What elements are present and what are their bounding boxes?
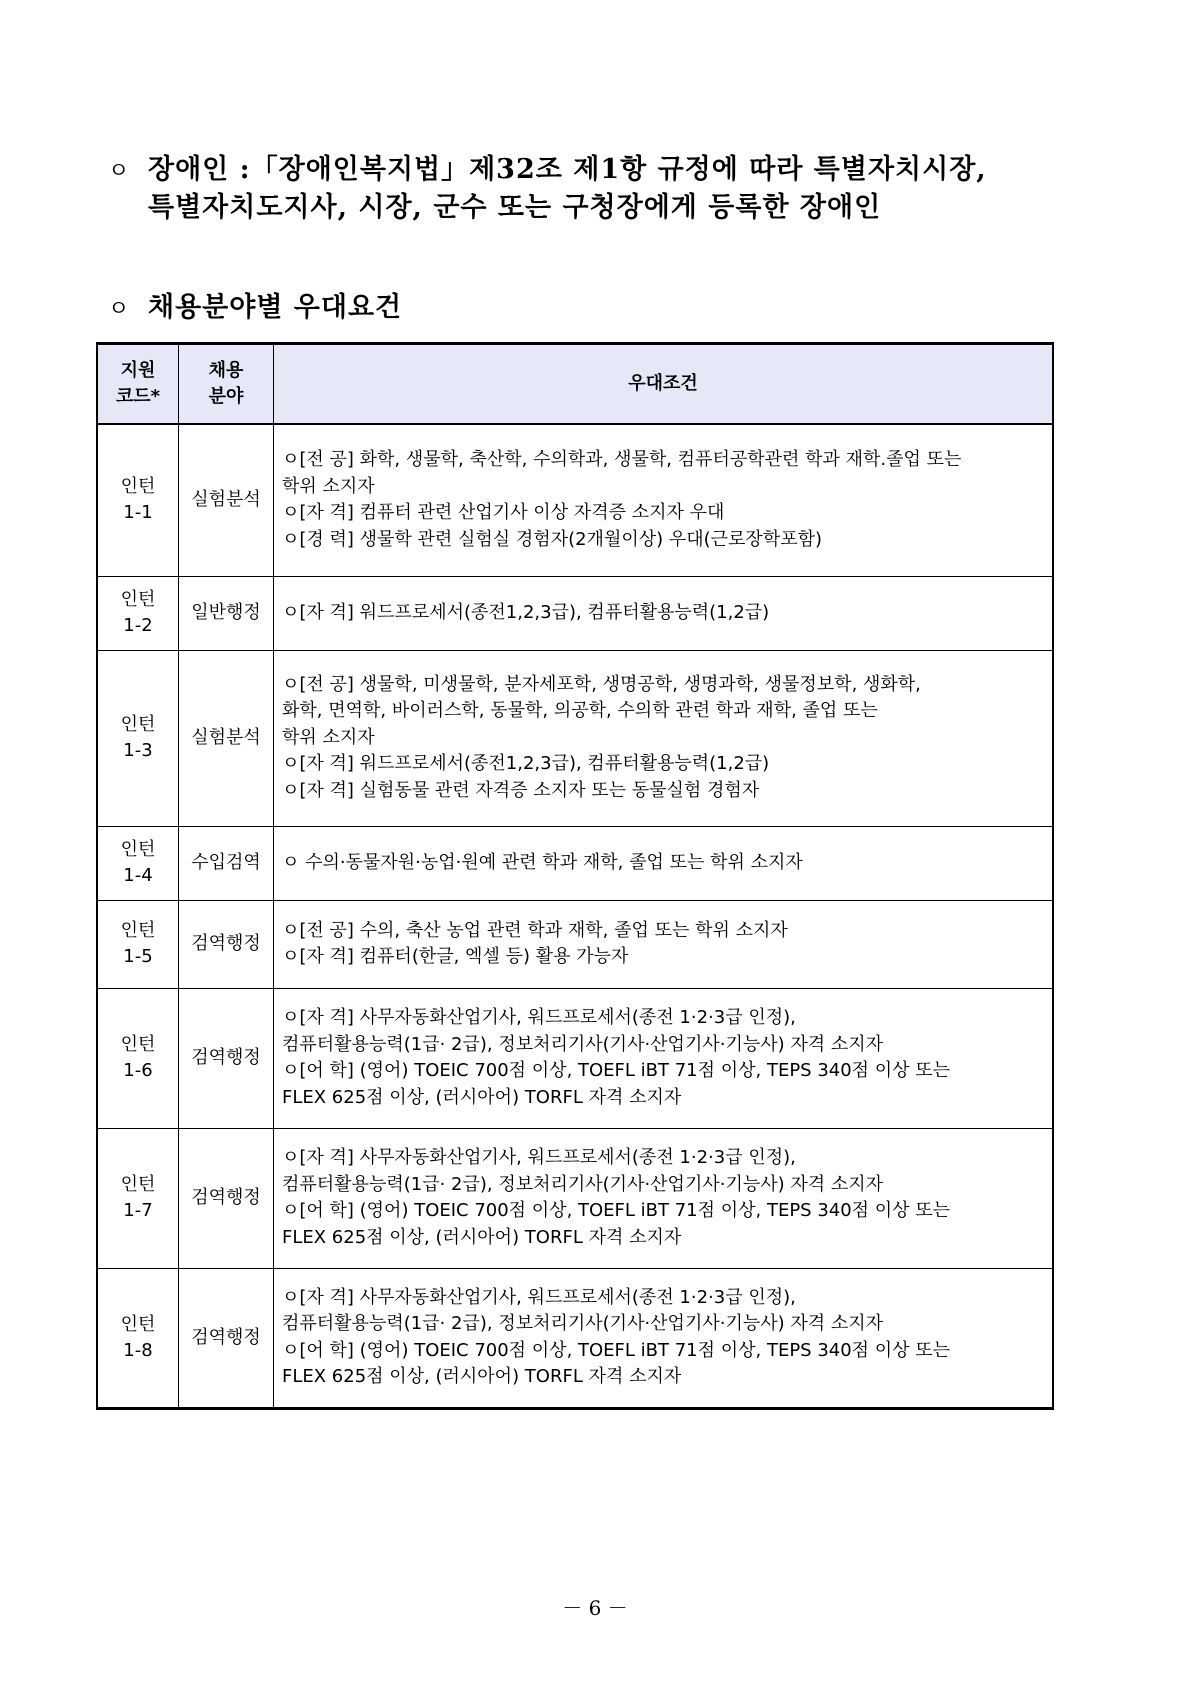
table-row	[97, 988, 1053, 1128]
header-code-line-1: 지원	[120, 360, 156, 381]
cell-field: 검역행정	[179, 1268, 274, 1408]
code-line-1: 인턴	[120, 589, 156, 610]
intro-line-2: 특별자치도지사, 시장, 군수 또는 구청장에게 등록한 장애인	[148, 192, 882, 223]
code-line-2: 1-2	[123, 615, 153, 636]
code-line-2: 1-7	[123, 1200, 153, 1221]
table-row	[97, 576, 1053, 650]
code-line-1: 인턴	[120, 714, 156, 735]
condition-line: ㅇ[자 격] 사무자동화산업기사, 워드프로세서(종전 1·2·3급 인정),	[282, 1286, 796, 1308]
condition-line: ㅇ[경 력] 생물학 관련 실험실 경험자(2개월이상) 우대(근로장학포함)	[282, 528, 823, 550]
cell-field: 검역행정	[179, 900, 274, 988]
cell-code	[97, 576, 179, 650]
cell-conditions	[274, 1268, 1054, 1408]
code-line-2: 1-8	[123, 1339, 153, 1361]
condition-line: ㅇ[자 격] 컴퓨터 관련 산업기사 이상 자격증 소지자 우대	[282, 502, 725, 524]
condition-line: 학위 소지자	[282, 475, 375, 497]
cell-code	[97, 900, 179, 988]
condition-line: ㅇ[자 격] 워드프로세서(종전1,2,3급), 컴퓨터활용능력(1,2급)	[282, 753, 770, 775]
cell-code	[97, 650, 179, 826]
table-row	[97, 826, 1053, 900]
condition-line: ㅇ[자 격] 사무자동화산업기사, 워드프로세서(종전 1·2·3급 인정),	[282, 1147, 796, 1168]
condition-line: ㅇ[어 학] (영어) TOEIC 700점 이상, TOEFL iBT 71점 이상, TEPS 340점 이상 또는	[282, 1339, 951, 1361]
cell-field: 수입검역	[179, 826, 274, 900]
intro-text-1: 장애인 :「장애인복지법」제32조 제1항 규정에 따라 특별자치시장,	[148, 154, 987, 185]
code-line-1: 인턴	[120, 839, 156, 860]
code-line-1: 인턴	[120, 1313, 156, 1335]
code-line-2: 1-4	[123, 865, 153, 886]
condition-line: ㅇ[어 학] (영어) TOEIC 700점 이상, TOEFL iBT 71점 이상, TEPS 340점 이상 또는	[282, 1060, 951, 1081]
header-code	[97, 344, 179, 425]
cell-field: 일반행정	[179, 576, 274, 650]
table-row	[97, 1128, 1053, 1268]
condition-line: FLEX 625점 이상, (러시아어) TORFL 자격 소지자	[282, 1366, 682, 1387]
code-line-1: 인턴	[120, 920, 156, 941]
condition-line: ㅇ[전 공] 화학, 생물학, 축산학, 수의학과, 생물학, 컴퓨터공학관련 학과 재학.졸업 또는	[282, 449, 962, 471]
cell-field: 검역행정	[179, 988, 274, 1128]
condition-line: FLEX 625점 이상, (러시아어) TORFL 자격 소지자	[282, 1086, 682, 1108]
bullet-mark: ㅇ	[108, 159, 131, 184]
cell-conditions	[274, 424, 1054, 576]
cell-conditions	[274, 826, 1054, 900]
condition-line: ㅇ[자 격] 사무자동화산업기사, 워드프로세서(종전 1·2·3급 인정),	[282, 1007, 796, 1028]
header-conditions: 우대조건	[274, 344, 1054, 425]
cell-field: 실험분석	[179, 424, 274, 576]
header-code-line-2: 코드*	[115, 386, 161, 407]
condition-line: ㅇ[전 공] 수의, 축산 농업 관련 학과 재학, 졸업 또는 학위 소지자	[282, 919, 788, 941]
code-line-1: 인턴	[120, 1034, 156, 1055]
condition-line: ㅇ 수의·동물자원·농업·원예 관련 학과 재학, 졸업 또는 학위 소지자	[282, 851, 803, 873]
code-line-2: 1-5	[123, 946, 153, 967]
condition-line: ㅇ[자 격] 실험동물 관련 자격증 소지자 또는 동물실험 경험자	[282, 779, 760, 801]
table-row	[97, 900, 1053, 988]
table-row	[97, 424, 1053, 576]
cell-conditions	[274, 988, 1054, 1128]
cell-code	[97, 1268, 179, 1408]
condition-line: ㅇ[자 격] 컴퓨터(한글, 엑셀 등) 활용 가능자	[282, 946, 629, 967]
condition-line: 컴퓨터활용능력(1급· 2급), 정보처리기사(기사·산업기사·기능사) 자격 소지자	[282, 1033, 884, 1055]
cell-field: 검역행정	[179, 1128, 274, 1268]
section-title: 채용분야별 우대요건	[148, 292, 403, 323]
condition-line: ㅇ[어 학] (영어) TOEIC 700점 이상, TOEFL iBT 71점 이상, TEPS 340점 이상 또는	[282, 1200, 951, 1221]
code-line-2: 1-3	[123, 740, 153, 761]
bullet-mark: ㅇ	[108, 297, 131, 322]
condition-line: FLEX 625점 이상, (러시아어) TORFL 자격 소지자	[282, 1226, 682, 1248]
cell-code	[97, 826, 179, 900]
cell-code	[97, 424, 179, 576]
cell-conditions	[274, 1128, 1054, 1268]
code-line-2: 1-1	[123, 502, 153, 524]
cell-code	[97, 988, 179, 1128]
condition-line: ㅇ[전 공] 생물학, 미생물학, 분자세포학, 생명공학, 생명과학, 생물정보학, 생화학,	[282, 673, 921, 695]
header-field	[179, 344, 274, 425]
page-number: － 6 －	[562, 1596, 628, 1620]
header-field-line-2: 분야	[208, 386, 244, 407]
cell-conditions	[274, 576, 1054, 650]
condition-line: 컴퓨터활용능력(1급· 2급), 정보처리기사(기사·산업기사·기능사) 자격 소지자	[282, 1313, 884, 1334]
code-line-1: 인턴	[120, 476, 156, 498]
table-header-row	[97, 344, 1053, 425]
code-line-2: 1-6	[123, 1060, 153, 1081]
cell-conditions	[274, 650, 1054, 826]
intro-line-1	[108, 150, 987, 192]
code-line-1: 인턴	[120, 1174, 156, 1195]
preference-table	[96, 342, 1054, 1410]
table-row	[97, 1268, 1053, 1408]
table-row	[97, 650, 1053, 826]
cell-conditions	[274, 900, 1054, 988]
section-title-line	[108, 288, 402, 330]
condition-line: 컴퓨터활용능력(1급· 2급), 정보처리기사(기사·산업기사·기능사) 자격 소지자	[282, 1173, 884, 1195]
condition-line: ㅇ[자 격] 워드프로세서(종전1,2,3급), 컴퓨터활용능력(1,2급)	[282, 601, 770, 623]
condition-line: 학위 소지자	[282, 726, 375, 748]
condition-line: 화학, 면역학, 바이러스학, 동물학, 의공학, 수의학 관련 학과 재학, 졸업 또는	[282, 700, 878, 722]
cell-code	[97, 1128, 179, 1268]
header-field-line-1: 채용	[208, 360, 244, 381]
cell-field: 실험분석	[179, 650, 274, 826]
